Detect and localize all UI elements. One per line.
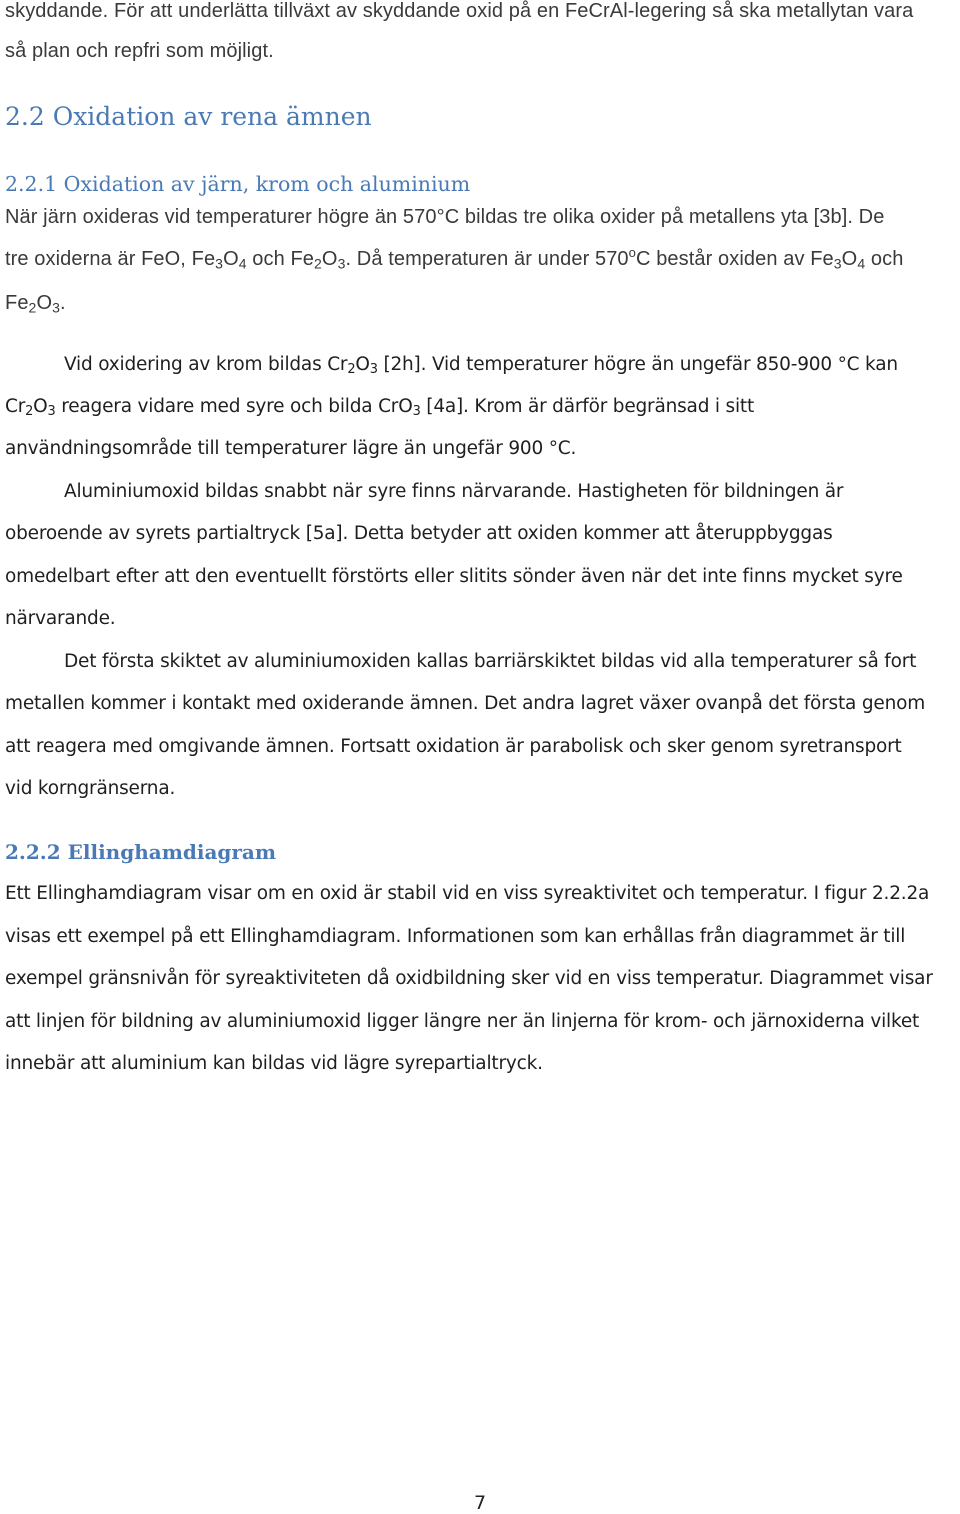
p3-line-1: Aluminiumoxid bildas snabbt när syre finns närvarande. Hastigheten för bildningen är <box>64 481 844 502</box>
ellingham-line-3: exempel gränsnivån för syreaktiviteten då oxidbildning sker vid en viss temperatur. Diagrammet visar <box>5 968 933 989</box>
p3-line-4: närvarande. <box>5 608 116 629</box>
ellingham-line-4: att linjen för bildning av aluminiumoxid ligger längre ner än linjerna för krom- och järnoxiderna vilket <box>5 1011 920 1032</box>
section-2-2-1-heading: 2.2.1 Oxidation av järn, krom och aluminium <box>5 172 471 196</box>
p3-line-2: oberoende av syrets partialtryck [5a]. Detta betyder att oxiden kommer att återuppbyggas <box>5 523 833 544</box>
p3-line-3: omedelbart efter att den eventuellt förstörts eller slitits sönder även när det inte finns mycket syre <box>5 566 903 587</box>
p4-line-1: Det första skiktet av aluminiumoxiden kallas barriärskiktet bildas vid alla temperaturer så fort <box>64 651 917 672</box>
p1-line-2: tre oxiderna är FeO, $Fe_3O_4$ och $Fe_2O_3$. Då temperaturen är under 570$^o$C består oxiden av $Fe_3O_4$ och <box>5 245 904 272</box>
intro-line-2: så plan och repfri som möjligt. <box>5 40 274 62</box>
p4-line-2: metallen kommer i kontakt med oxiderande ämnen. Det andra lagret växer ovanpå det första genom <box>5 693 926 714</box>
intro-line-1: skyddande. För att underlätta tillväxt av skyddande oxid på en FeCrAl-legering så ska metallytan vara <box>5 0 914 22</box>
p2-line-2: $Cr_2O_3$ reagera vidare med syre och bilda CrO$_3$ [4a]. Krom är därför begränsad i sitt <box>5 396 755 420</box>
ellingham-line-2: visas ett exempel på ett Ellinghamdiagram. Informationen som kan erhållas från diagrammet är till <box>5 926 906 947</box>
p1-line-3: $Fe_2O_3$. <box>5 292 66 316</box>
ellingham-line-5: innebär att aluminium kan bildas vid lägre syrepartialtryck. <box>5 1053 543 1074</box>
page-number: 7 <box>473 1492 487 1514</box>
p1-line-1: När järn oxideras vid temperaturer högre än 570°C bildas tre olika oxider på metallens yta [3b]. De <box>5 206 885 228</box>
p2-line-3: användningsområde till temperaturer lägre än ungefär 900 °C. <box>5 438 577 459</box>
p4-line-3: att reagera med omgivande ämnen. Fortsatt oxidation är parabolisk och sker genom syretransport <box>5 736 902 757</box>
section-2-2-heading: 2.2 Oxidation av rena ämnen <box>5 102 372 131</box>
section-2-2-2-heading: 2.2.2 Ellinghamdiagram <box>5 840 277 864</box>
p2-line-1: Vid oxidering av krom bildas $Cr_2O_3$ [2h]. Vid temperaturer högre än ungefär 850-900 °C kan <box>64 354 898 378</box>
p4-line-4: vid korngränserna. <box>5 778 176 799</box>
ellingham-line-1: Ett Ellinghamdiagram visar om en oxid är stabil vid en viss syreaktivitet och temperatur. I figur 2.2.2a <box>5 883 930 904</box>
